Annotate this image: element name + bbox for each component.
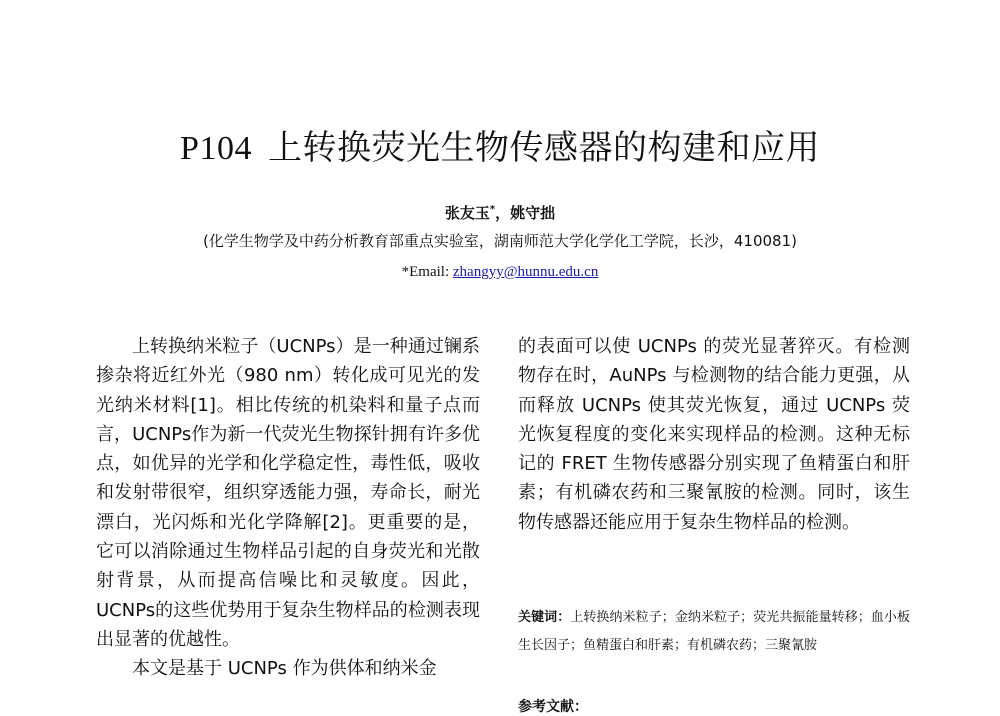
affiliation: (化学生物学及中药分析教育部重点实验室，湖南师范大学化学化工学院，长沙，410081) (203, 232, 797, 250)
left-column (96, 332, 480, 684)
body-paragraph: 上转换纳米粒子（UCNPs）是一种通过镧系掺杂将近红外光（980 nm）转化成可见光的发光纳米材料[1]。相比传统的机染料和量子点而言，UCNPs作为新一代荧光生物探针拥有许多优点，如优异的光学和化学稳定性，毒性低，吸收和发射带很窄，组织穿透能力强，寿命长，耐光漂白，光闪烁和光化学降解[2]。更重要的是，它可以消除通过生物样品引起的自身荧光和光散射背景，从而提高信噪比和灵敏度。因此，UCNPs的这些优势用于复杂生物样品的检测表现出显著的优越性。 (96, 336, 480, 650)
authors-line (0, 202, 1000, 224)
page-title (0, 124, 1000, 173)
coauthor: ，姚守拙 (495, 204, 556, 222)
body-paragraph: 的表面可以使 UCNPs 的荧光显著猝灭。有检测物存在时，AuNPs 与检测物的结合能力更强，从而释放 UCNPs 使其荧光恢复，通过 UCNPs 荧光恢复程度的变化来实现样品的检测。这种无标记的 FRET 生物传感器分别实现了鱼精蛋白和肝素；有机磷农药和三聚氰胺的检测。同时，该生物传感器还能应用于复杂生物样品的检测。 (518, 336, 910, 533)
paper-code: P104 (180, 130, 252, 167)
author-mark: * (489, 204, 496, 215)
references-heading: 参考文献： (518, 699, 588, 715)
body-paragraph: 本文是基于 UCNPs 作为供体和纳米金 (132, 658, 437, 680)
keywords (518, 604, 910, 660)
email-link[interactable]: zhangyy@hunnu.edu.cn (452, 264, 599, 280)
email-line (0, 261, 1000, 283)
keywords-text: 上转换纳米粒子；金纳米粒子；荧光共振能量转移；血小板生长因子；鱼精蛋白和肝素；有机磷农药；三聚氰胺 (518, 610, 910, 653)
title-text: 上转换荧光生物传感器的构建和应用 (267, 128, 820, 168)
keywords-label: 关键词： (518, 610, 571, 625)
corresponding-author: 张友玉 (444, 204, 490, 222)
right-column (518, 332, 910, 537)
email-label: *Email: (401, 264, 453, 280)
